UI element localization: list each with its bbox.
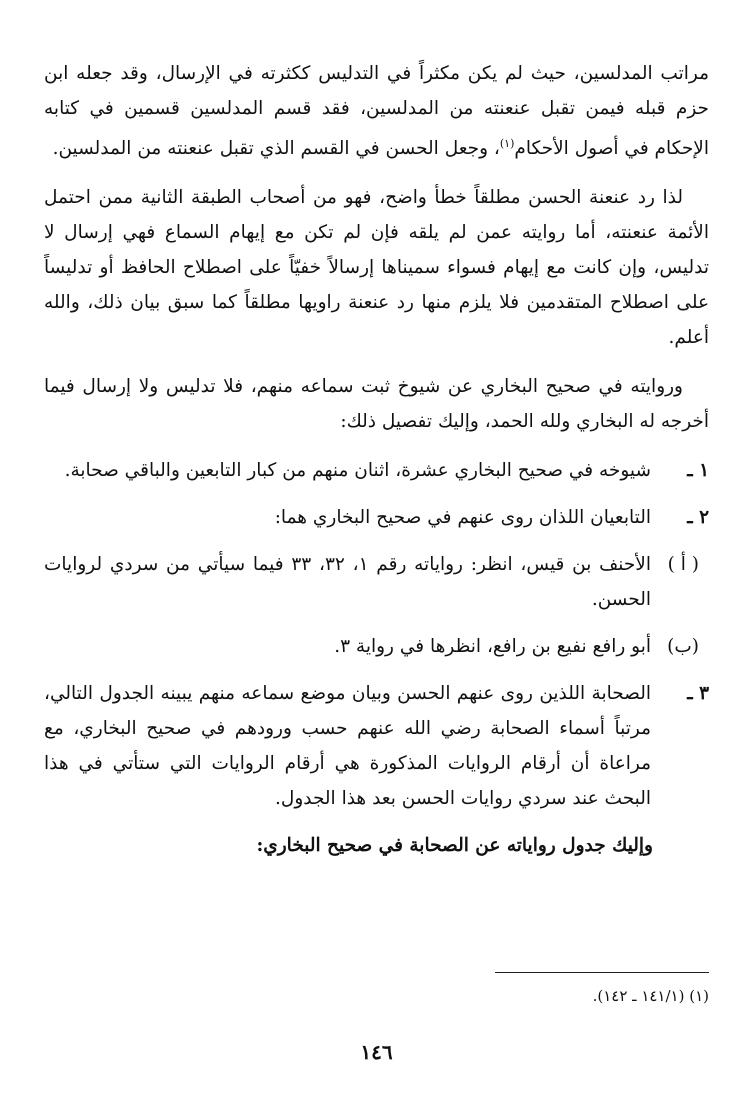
footnote-divider bbox=[495, 972, 709, 973]
paragraph-2: لذا رد عنعنة الحسن مطلقاً خطأ واضح، فهو من أصحاب الطبقة الثانية ممن احتمل الأئمة عنعنته، أما روايته عمن لم يلقه فإن لم تكن مع إيهام السماع فهي إرسال لا تدليس، وإن كانت مع إيهام فسواء سميناها إرسالاً خفيّاً على اصطلاح الحافظ أو تدليساً على اصطلاح المتقدمين فلا يلزم منها رد عنعنة راويها مطلقاً كما سبق بيان ذلك، والله أعلم. bbox=[44, 187, 709, 349]
footnote-reference[interactable]: (١) bbox=[499, 137, 515, 150]
sub-item-label: ( أ ) bbox=[667, 554, 699, 576]
sub-item-label: (ب) bbox=[667, 636, 699, 658]
table-intro-heading: وإليك جدول رواياته عن الصحابة في صحيح البخاري: bbox=[256, 835, 653, 857]
list-item-number: ٢ ـ bbox=[687, 507, 709, 529]
page-number: ١٤٦ bbox=[360, 1040, 393, 1064]
list-item-1 bbox=[44, 453, 709, 488]
list-item-3 bbox=[44, 676, 709, 816]
list-item-text: شيوخه في صحيح البخاري عشرة، اثنان منهم من كبار التابعين والباقي صحابة. bbox=[64, 460, 651, 482]
list-item-number: ١ ـ bbox=[687, 460, 709, 482]
sub-item-text: الأحنف بن قيس، انظر: رواياته رقم ١، ٣٢، ٣٣ فيما سيأتي من سردي لروايات الحسن. bbox=[44, 554, 651, 611]
list-item-number: ٣ ـ bbox=[687, 683, 709, 705]
paragraph-1-text: مراتب المدلسين، حيث لم يكن مكثراً في التدليس ككثرته في الإرسال، وقد جعله ابن حزم قبله فيمن تقبل عنعنته من المدلسين، فقد قسم المدلسين قسمين في كتابه الإحكام في أصول الأحكام bbox=[44, 63, 709, 160]
footnote: (١) (١٤١/١ ـ ١٤٢). bbox=[592, 987, 709, 1005]
paragraph-3: وروايته في صحيح البخاري عن شيوخ ثبت سماعه منهم، فلا تدليس ولا إرسال فيما أخرجه له البخاري ولله الحمد، وإليك تفصيل ذلك: bbox=[44, 376, 709, 433]
sub-item-a bbox=[44, 547, 709, 617]
paragraph-1 bbox=[44, 56, 709, 166]
list-item-text: الصحابة اللذين روى عنهم الحسن وبيان موضع سماعه منهم يبينه الجدول التالي، مرتباً أسماء الصحابة رضي الله عنهم حسب ورودهم في صحيح البخاري، مع مراعاة أن أرقام الروايات المذكورة هي أرقام الروايات التي ستأتي في هذا البحث عند سردي روايات الحسن بعد هذا الجدول. bbox=[44, 683, 651, 810]
list-item-text: التابعيان اللذان روى عنهم في صحيح البخاري هما: bbox=[274, 507, 651, 529]
list-item-2 bbox=[44, 500, 709, 535]
sub-item-b bbox=[44, 629, 709, 664]
sub-item-text: أبو رافع نفيع بن رافع، انظرها في رواية ٣. bbox=[334, 636, 651, 658]
paragraph-1-tail: ، وجعل الحسن في القسم الذي تقبل عنعنته من المدلسين. bbox=[52, 138, 500, 160]
